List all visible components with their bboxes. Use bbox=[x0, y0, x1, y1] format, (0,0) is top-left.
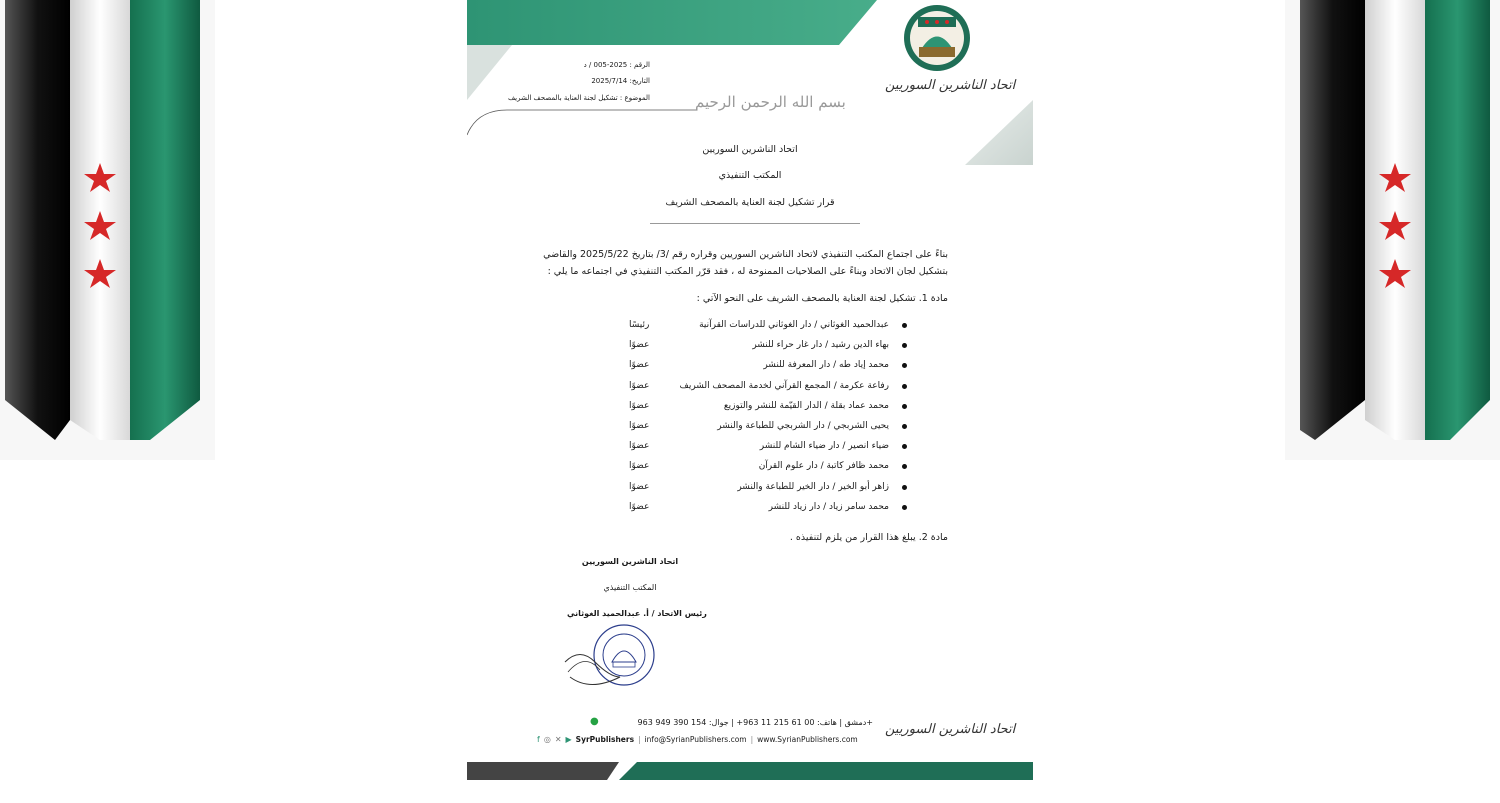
stamp-icon bbox=[560, 622, 660, 692]
list-item bbox=[617, 401, 907, 421]
member-name: محمد سامر زياد / دار زياد للنشر bbox=[768, 501, 889, 512]
member-role: عضوًا bbox=[629, 400, 650, 411]
union-logo bbox=[902, 3, 972, 73]
footer-logo-text: اتحاد الناشرين السوريين bbox=[885, 722, 1016, 737]
member-name: محمد إياد طه / دار المعرفة للنشر bbox=[763, 360, 889, 371]
list-item bbox=[617, 461, 907, 481]
footer-links: f ◎ ✕ ▶ SyrPublishers | info@SyrianPublishers.com | www.SyrianPublishers.com bbox=[537, 735, 858, 744]
footer-bar bbox=[467, 758, 1033, 780]
signature-president: رئيس الاتحاد / أ. عبدالحميد الغوثاني bbox=[567, 609, 707, 618]
flag-banner-right bbox=[1285, 0, 1500, 460]
member-role: عضوًا bbox=[629, 461, 650, 472]
list-item bbox=[617, 502, 907, 522]
member-role: رئيسًا bbox=[629, 320, 650, 330]
member-name: محمد عماد بقلة / الدار القيّمة للنشر والتوزيع bbox=[723, 400, 889, 411]
syrian-flag-right-image bbox=[1285, 0, 1500, 460]
footer-contact: دمشق | هاتف: 00 61 215 11 963+ | جوال: 154 390 949 963+ bbox=[637, 718, 873, 727]
list-item bbox=[617, 381, 907, 401]
office-title: المكتب التنفيذي bbox=[718, 170, 782, 181]
member-name: ضياء انصير / دار ضياء الشام للنشر bbox=[759, 441, 889, 452]
flag-banner-left bbox=[0, 0, 215, 460]
committee-members-list bbox=[617, 320, 907, 522]
list-item bbox=[617, 320, 907, 340]
footer-email[interactable]: info@SyrianPublishers.com bbox=[644, 735, 747, 744]
list-item bbox=[617, 360, 907, 380]
intro-line-1: بناءً على اجتماع المكتب التنفيذي لاتحاد الناشرين السوريين وقراره رقم /3/ بتاريخ 2025/5/22 والقاضي bbox=[543, 249, 948, 260]
article-2: مادة 2. يبلغ هذا القرار من يلزم لتنفيذه . bbox=[789, 532, 948, 543]
org-title: اتحاد الناشرين السوريين bbox=[702, 144, 798, 155]
letter-document bbox=[467, 0, 1033, 780]
whatsapp-icon[interactable]: ● bbox=[590, 716, 599, 727]
list-item bbox=[617, 482, 907, 502]
signature-org: اتحاد الناشرين السوريين bbox=[581, 557, 679, 566]
union-logo-text: اتحاد الناشرين السوريين bbox=[885, 78, 1016, 93]
list-item bbox=[617, 340, 907, 360]
social-handle[interactable]: SyrPublishers bbox=[575, 735, 635, 744]
x-icon[interactable]: ✕ bbox=[554, 735, 562, 744]
article-1: مادة 1. تشكيل لجنة العناية بالمصحف الشريف على النحو الآتي : bbox=[696, 293, 948, 304]
footer-website[interactable]: www.SyrianPublishers.com bbox=[757, 735, 858, 744]
youtube-icon[interactable]: ▶ bbox=[565, 735, 572, 744]
member-role: عضوًا bbox=[629, 481, 650, 492]
list-item bbox=[617, 441, 907, 461]
decision-title: قرار تشكيل لجنة العناية بالمصحف الشريف bbox=[665, 197, 835, 208]
list-item bbox=[617, 421, 907, 441]
member-role: عضوًا bbox=[629, 340, 650, 351]
letter-subject: الموضوع : تشكيل لجنة العناية بالمصحف الشريف bbox=[507, 94, 650, 102]
member-role: عضوًا bbox=[629, 441, 650, 452]
instagram-icon[interactable]: ◎ bbox=[543, 735, 551, 744]
title-divider bbox=[650, 223, 860, 224]
member-role: عضوًا bbox=[629, 420, 650, 431]
basmala-calligraphy: بسم الله الرحمن الرحيم bbox=[695, 93, 846, 111]
member-name: محمد ظافر كاتبة / دار علوم القرآن bbox=[758, 461, 889, 472]
member-role: عضوًا bbox=[629, 380, 650, 391]
member-name: رفاعة عكرمة / المجمع القرآني لخدمة المصحف الشريف bbox=[679, 380, 889, 391]
member-name: زاهر أبو الخير / دار الخير للطباعة والنشر bbox=[737, 481, 889, 492]
signature-office: المكتب التنفيذي bbox=[603, 583, 657, 592]
intro-line-2: بتشكيل لجان الاتحاد وبناءً على الصلاحيات الممنوحة له ، فقد قرّر المكتب التنفيذي في اجتماعه ما يلي : bbox=[547, 266, 948, 277]
letter-date: التاريخ: 2025/7/14 bbox=[591, 77, 650, 85]
syrian-flag-left-image bbox=[0, 0, 215, 460]
union-emblem-icon bbox=[902, 3, 972, 73]
reference-number: الرقم : 2025-005 / د bbox=[583, 61, 650, 69]
member-name: عبدالحميد الغوثاني / دار الغوثاني للدراسات القرآنية bbox=[699, 320, 889, 330]
facebook-icon[interactable]: f bbox=[537, 735, 540, 744]
member-name: بهاء الدين رشيد / دار غار حراء للنشر bbox=[752, 340, 889, 351]
member-name: يحيى الشربجي / دار الشربجي للطباعة والنشر bbox=[717, 420, 889, 431]
official-stamp bbox=[560, 622, 660, 692]
member-role: عضوًا bbox=[629, 360, 650, 371]
member-role: عضوًا bbox=[629, 501, 650, 512]
